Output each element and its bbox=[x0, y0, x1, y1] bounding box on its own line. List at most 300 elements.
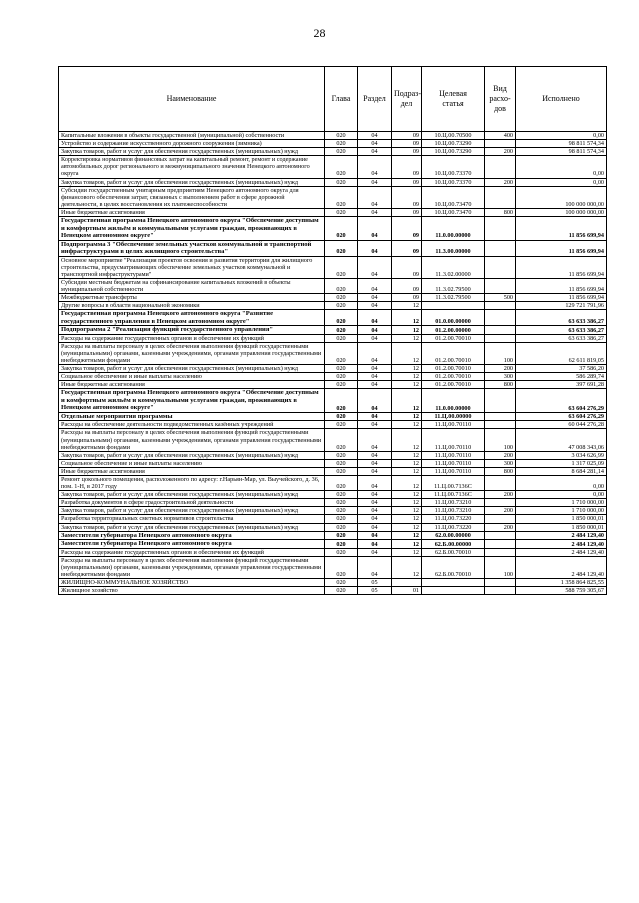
row-amount: 98 811 574,34 bbox=[516, 148, 607, 156]
row-target: 01.2.00.70010 bbox=[422, 381, 485, 389]
row-chapter: 020 bbox=[325, 515, 358, 523]
row-section: 04 bbox=[358, 373, 392, 381]
row-subsection: 12 bbox=[392, 326, 422, 335]
row-name: Расходы на выплаты персоналу в целях обеспечения выполнения функций государственными (муниципальными) органами, казенными учреждениями, органами управления государственными внебюджетными фондами bbox=[59, 342, 325, 364]
row-section: 04 bbox=[358, 421, 392, 429]
row-amount: 60 044 276,28 bbox=[516, 421, 607, 429]
row-section: 04 bbox=[358, 540, 392, 549]
table-body bbox=[59, 132, 607, 595]
header-executed: Исполнено bbox=[516, 67, 607, 132]
row-target: 11.3.00.00000 bbox=[422, 240, 485, 256]
row-chapter: 020 bbox=[325, 507, 358, 515]
row-subsection: 12 bbox=[392, 476, 422, 491]
row-amount: 1 850 000,01 bbox=[516, 523, 607, 531]
row-subsection: 09 bbox=[392, 278, 422, 293]
row-name: Основное мероприятие "Реализация проектов освоения и развития территории для жилищного строительства, предусматривающих обеспечение земельных участков коммунальной и транспортной инфраструктурами" bbox=[59, 256, 325, 278]
table-row bbox=[59, 579, 607, 587]
row-section: 04 bbox=[358, 240, 392, 256]
row-section: 04 bbox=[358, 412, 392, 421]
row-amount: 11 856 699,94 bbox=[516, 217, 607, 241]
row-section: 04 bbox=[358, 334, 392, 342]
row-section: 04 bbox=[358, 326, 392, 335]
row-target: 11.Ц.00.7136С bbox=[422, 476, 485, 491]
row-expense-type bbox=[485, 334, 516, 342]
row-expense-type bbox=[485, 499, 516, 507]
table-row bbox=[59, 507, 607, 515]
row-section: 04 bbox=[358, 531, 392, 540]
row-amount: 1 358 864 825,55 bbox=[516, 579, 607, 587]
row-section: 04 bbox=[358, 476, 392, 491]
row-expense-type bbox=[485, 240, 516, 256]
row-subsection: 12 bbox=[392, 507, 422, 515]
row-chapter: 020 bbox=[325, 208, 358, 216]
row-name: Заместители губернатора Ненецкого автономного округа bbox=[59, 531, 325, 540]
row-section: 04 bbox=[358, 342, 392, 364]
row-chapter: 020 bbox=[325, 140, 358, 148]
row-name: Расходы на обеспечение деятельности подведомственных казённых учреждений bbox=[59, 421, 325, 429]
row-target: 11.Ц.00.70110 bbox=[422, 429, 485, 451]
row-amount: 1 710 000,00 bbox=[516, 507, 607, 515]
row-name: Подпрограмма 3 "Обеспечение земельных участков коммунальной и транспортной инфраструктурами в целях жилищного строительства" bbox=[59, 240, 325, 256]
row-target: 11.0.00.00000 bbox=[422, 217, 485, 241]
row-chapter: 020 bbox=[325, 531, 358, 540]
table-row bbox=[59, 531, 607, 540]
header-chapter: Глава bbox=[325, 67, 358, 132]
row-amount: 47 008 343,06 bbox=[516, 429, 607, 451]
row-subsection: 09 bbox=[392, 140, 422, 148]
table-row bbox=[59, 548, 607, 556]
row-section: 04 bbox=[358, 507, 392, 515]
row-target: 62.Б.00.70010 bbox=[422, 548, 485, 556]
row-name: Отдельные мероприятия программы bbox=[59, 412, 325, 421]
row-expense-type: 300 bbox=[485, 373, 516, 381]
row-name: Жилищное хозяйство bbox=[59, 587, 325, 595]
row-section: 04 bbox=[358, 132, 392, 140]
row-chapter: 020 bbox=[325, 334, 358, 342]
row-subsection: 12 bbox=[392, 381, 422, 389]
row-target: 01.0.00.00000 bbox=[422, 310, 485, 326]
row-chapter: 020 bbox=[325, 389, 358, 413]
row-subsection: 09 bbox=[392, 208, 422, 216]
row-subsection: 12 bbox=[392, 365, 422, 373]
row-target: 62.0.00.00000 bbox=[422, 531, 485, 540]
row-amount: 11 856 699,94 bbox=[516, 240, 607, 256]
row-subsection: 12 bbox=[392, 451, 422, 459]
row-section: 04 bbox=[358, 459, 392, 467]
row-target: 10.Ц.00.70500 bbox=[422, 132, 485, 140]
row-subsection: 12 bbox=[392, 556, 422, 578]
row-amount: 0,00 bbox=[516, 156, 607, 178]
row-target: 10.Ц.00.73470 bbox=[422, 186, 485, 208]
row-amount: 1 710 000,00 bbox=[516, 499, 607, 507]
row-amount: 37 586,20 bbox=[516, 365, 607, 373]
row-expense-type: 100 bbox=[485, 556, 516, 578]
row-target bbox=[422, 302, 485, 310]
table-row bbox=[59, 302, 607, 310]
row-expense-type bbox=[485, 156, 516, 178]
row-name: Заместители губернатора Ненецкого автономного округа bbox=[59, 540, 325, 549]
row-subsection: 12 bbox=[392, 523, 422, 531]
table-row bbox=[59, 365, 607, 373]
row-amount: 11 856 699,94 bbox=[516, 278, 607, 293]
header-subsection: Подраз- дел bbox=[392, 67, 422, 132]
row-name: Субсидии местным бюджетам на софинансирование капитальных вложений в объекты муниципальной собственности bbox=[59, 278, 325, 293]
row-name: Разработка документов в сфере градостроительной деятельности bbox=[59, 499, 325, 507]
row-expense-type bbox=[485, 476, 516, 491]
table-row bbox=[59, 334, 607, 342]
row-chapter: 020 bbox=[325, 148, 358, 156]
row-section: 04 bbox=[358, 278, 392, 293]
row-subsection: 01 bbox=[392, 587, 422, 595]
table-row bbox=[59, 476, 607, 491]
row-expense-type: 800 bbox=[485, 467, 516, 475]
row-subsection: 12 bbox=[392, 540, 422, 549]
table-row bbox=[59, 523, 607, 531]
header-name: Наименование bbox=[59, 67, 325, 132]
row-section: 04 bbox=[358, 140, 392, 148]
row-name: Устройство и содержание искусственного дорожного сооружения (зимника) bbox=[59, 140, 325, 148]
row-expense-type bbox=[485, 531, 516, 540]
row-chapter: 020 bbox=[325, 132, 358, 140]
row-name: Разработка территориальных сметных нормативов строительства bbox=[59, 515, 325, 523]
table-row bbox=[59, 256, 607, 278]
row-target: 01.2.00.70010 bbox=[422, 365, 485, 373]
row-name: Закупка товаров, работ и услуг для обеспечения государственных (муниципальных) нужд bbox=[59, 507, 325, 515]
table-row bbox=[59, 373, 607, 381]
row-amount: 0,00 bbox=[516, 476, 607, 491]
row-chapter: 020 bbox=[325, 156, 358, 178]
row-expense-type bbox=[485, 421, 516, 429]
row-section: 04 bbox=[358, 302, 392, 310]
row-section: 04 bbox=[358, 523, 392, 531]
row-chapter: 020 bbox=[325, 451, 358, 459]
row-chapter: 020 bbox=[325, 178, 358, 186]
row-name: Закупка товаров, работ и услуг для обеспечения государственных (муниципальных) нужд bbox=[59, 178, 325, 186]
row-expense-type: 200 bbox=[485, 451, 516, 459]
row-section: 04 bbox=[358, 467, 392, 475]
table-row bbox=[59, 326, 607, 335]
row-chapter: 020 bbox=[325, 217, 358, 241]
page-number: 28 bbox=[313, 26, 326, 40]
row-amount: 3 034 626,99 bbox=[516, 451, 607, 459]
row-section: 04 bbox=[358, 148, 392, 156]
row-expense-type: 200 bbox=[485, 491, 516, 499]
table-row bbox=[59, 389, 607, 413]
row-amount: 100 000 000,00 bbox=[516, 208, 607, 216]
row-name: Закупка товаров, работ и услуг для обеспечения государственных (муниципальных) нужд bbox=[59, 148, 325, 156]
row-name: Государственная программа Ненецкого автономного округа "Обеспечение доступным и комфортным жильём и коммунальными услугами граждан, проживающих в Ненецком автономном округе" bbox=[59, 217, 325, 241]
row-chapter: 020 bbox=[325, 256, 358, 278]
row-chapter: 020 bbox=[325, 421, 358, 429]
header-row bbox=[59, 67, 607, 132]
row-target: 11.Ц.00.70110 bbox=[422, 467, 485, 475]
row-amount: 586 289,74 bbox=[516, 373, 607, 381]
row-target: 11.Ц.00.00000 bbox=[422, 412, 485, 421]
row-expense-type: 100 bbox=[485, 429, 516, 451]
row-subsection: 09 bbox=[392, 156, 422, 178]
row-amount: 63 604 276,29 bbox=[516, 412, 607, 421]
row-name: Государственная программа Ненецкого автономного округа "Обеспечение доступным и комфортным жильём и коммунальными услугами граждан, проживающих в Ненецком автономном округе" bbox=[59, 389, 325, 413]
row-chapter: 020 bbox=[325, 540, 358, 549]
row-amount: 63 633 386,27 bbox=[516, 334, 607, 342]
row-section: 04 bbox=[358, 156, 392, 178]
row-target: 11.3.02.00000 bbox=[422, 256, 485, 278]
row-name: Иные бюджетные ассигнования bbox=[59, 467, 325, 475]
row-expense-type: 200 bbox=[485, 148, 516, 156]
table-row bbox=[59, 208, 607, 216]
row-section: 04 bbox=[358, 365, 392, 373]
row-expense-type bbox=[485, 579, 516, 587]
row-expense-type: 200 bbox=[485, 178, 516, 186]
row-target bbox=[422, 587, 485, 595]
row-amount: 63 604 276,29 bbox=[516, 389, 607, 413]
row-chapter: 020 bbox=[325, 294, 358, 302]
row-name: Субсидии государственным унитарным предприятиям Ненецкого автономного округа для финансового обеспечения затрат, связанных с выполнением работ в сфере дорожной деятельности, в целях восстановления их платежеспособности bbox=[59, 186, 325, 208]
row-expense-type bbox=[485, 310, 516, 326]
row-subsection: 12 bbox=[392, 499, 422, 507]
table-row bbox=[59, 148, 607, 156]
table-row bbox=[59, 491, 607, 499]
row-target: 11.Ц.00.70110 bbox=[422, 421, 485, 429]
row-section: 04 bbox=[358, 491, 392, 499]
row-amount: 588 759 305,67 bbox=[516, 587, 607, 595]
row-expense-type bbox=[485, 278, 516, 293]
row-target: 62.Б.00.70010 bbox=[422, 556, 485, 578]
row-chapter: 020 bbox=[325, 412, 358, 421]
row-subsection: 12 bbox=[392, 548, 422, 556]
row-name: Расходы на содержание государственных органов и обеспечение их функций bbox=[59, 334, 325, 342]
row-target: 01.2.00.70010 bbox=[422, 334, 485, 342]
row-target: 10.Ц.00.73290 bbox=[422, 148, 485, 156]
row-amount: 0,00 bbox=[516, 178, 607, 186]
row-chapter: 020 bbox=[325, 429, 358, 451]
row-chapter: 020 bbox=[325, 186, 358, 208]
row-amount: 0,00 bbox=[516, 132, 607, 140]
row-target: 01.2.00.70010 bbox=[422, 373, 485, 381]
row-section: 04 bbox=[358, 381, 392, 389]
row-name: Капитальные вложения в объекты государственной (муниципальной) собственности bbox=[59, 132, 325, 140]
table-row bbox=[59, 140, 607, 148]
row-name: Другие вопросы в области национальной экономики bbox=[59, 302, 325, 310]
row-target: 11.Ц.00.70110 bbox=[422, 459, 485, 467]
row-subsection: 12 bbox=[392, 515, 422, 523]
row-section: 04 bbox=[358, 548, 392, 556]
row-subsection: 09 bbox=[392, 294, 422, 302]
row-section: 04 bbox=[358, 556, 392, 578]
row-amount: 100 000 000,00 bbox=[516, 186, 607, 208]
table-row bbox=[59, 467, 607, 475]
row-target: 01.2.00.70010 bbox=[422, 342, 485, 364]
row-chapter: 020 bbox=[325, 459, 358, 467]
row-section: 04 bbox=[358, 499, 392, 507]
row-amount: 63 633 386,27 bbox=[516, 326, 607, 335]
header-expense-type: Вид расхо- дов bbox=[485, 67, 516, 132]
table-row bbox=[59, 186, 607, 208]
row-amount: 11 856 699,94 bbox=[516, 294, 607, 302]
row-subsection: 12 bbox=[392, 467, 422, 475]
row-chapter: 020 bbox=[325, 373, 358, 381]
row-target: 10.Ц.00.73370 bbox=[422, 156, 485, 178]
table-row bbox=[59, 310, 607, 326]
row-target: 11.Ц.00.73210 bbox=[422, 499, 485, 507]
row-expense-type bbox=[485, 302, 516, 310]
row-subsection: 12 bbox=[392, 302, 422, 310]
row-expense-type: 500 bbox=[485, 294, 516, 302]
row-section: 04 bbox=[358, 294, 392, 302]
row-subsection: 09 bbox=[392, 186, 422, 208]
row-chapter: 020 bbox=[325, 365, 358, 373]
row-section: 04 bbox=[358, 186, 392, 208]
row-chapter: 020 bbox=[325, 579, 358, 587]
row-expense-type bbox=[485, 217, 516, 241]
row-expense-type: 200 bbox=[485, 523, 516, 531]
row-chapter: 020 bbox=[325, 587, 358, 595]
row-section: 04 bbox=[358, 208, 392, 216]
row-subsection: 09 bbox=[392, 148, 422, 156]
table-row bbox=[59, 451, 607, 459]
row-expense-type: 200 bbox=[485, 365, 516, 373]
row-target: 11.3.02.79500 bbox=[422, 278, 485, 293]
row-target: 11.0.00.00000 bbox=[422, 389, 485, 413]
row-amount: 1 850 000,01 bbox=[516, 515, 607, 523]
row-target: 11.Ц.00.73220 bbox=[422, 523, 485, 531]
header-target: Целевая статья bbox=[422, 67, 485, 132]
row-name: Корректировка нормативов финансовых затрат на капитальный ремонт, ремонт и содержание автомобильных дорог регионального и межмуниципального значения Ненецкого автономного округа bbox=[59, 156, 325, 178]
row-expense-type: 400 bbox=[485, 132, 516, 140]
row-section: 04 bbox=[358, 217, 392, 241]
row-amount: 1 317 025,09 bbox=[516, 459, 607, 467]
row-name: ЖИЛИЩНО-КОММУНАЛЬНОЕ ХОЗЯЙСТВО bbox=[59, 579, 325, 587]
row-chapter: 020 bbox=[325, 278, 358, 293]
row-name: Закупка товаров, работ и услуг для обеспечения государственных (муниципальных) нужд bbox=[59, 365, 325, 373]
table-row bbox=[59, 240, 607, 256]
header-section: Раздел bbox=[358, 67, 392, 132]
table-row bbox=[59, 294, 607, 302]
row-section: 04 bbox=[358, 256, 392, 278]
row-subsection: 12 bbox=[392, 491, 422, 499]
row-chapter: 020 bbox=[325, 548, 358, 556]
table-row bbox=[59, 429, 607, 451]
table-row bbox=[59, 342, 607, 364]
table-row bbox=[59, 412, 607, 421]
row-expense-type bbox=[485, 140, 516, 148]
table-row bbox=[59, 278, 607, 293]
row-subsection: 09 bbox=[392, 217, 422, 241]
table-row bbox=[59, 178, 607, 186]
row-target: 10.Ц.00.73470 bbox=[422, 208, 485, 216]
table-row bbox=[59, 540, 607, 549]
row-amount: 0,00 bbox=[516, 491, 607, 499]
table-row bbox=[59, 499, 607, 507]
row-subsection: 12 bbox=[392, 334, 422, 342]
row-subsection: 12 bbox=[392, 459, 422, 467]
row-subsection: 09 bbox=[392, 132, 422, 140]
table-row bbox=[59, 421, 607, 429]
row-chapter: 020 bbox=[325, 342, 358, 364]
row-expense-type bbox=[485, 587, 516, 595]
row-subsection: 12 bbox=[392, 412, 422, 421]
row-target: 11.Ц.00.73220 bbox=[422, 515, 485, 523]
row-name: Расходы на выплаты персоналу в целях обеспечения выполнения функций государственными (муниципальными) органами, казенными учреждениями, органами управления государственными внебюджетными фондами bbox=[59, 429, 325, 451]
row-expense-type bbox=[485, 412, 516, 421]
row-name: Иные бюджетные ассигнования bbox=[59, 208, 325, 216]
row-expense-type: 300 bbox=[485, 459, 516, 467]
row-subsection: 12 bbox=[392, 342, 422, 364]
row-chapter: 020 bbox=[325, 556, 358, 578]
row-expense-type: 100 bbox=[485, 342, 516, 364]
table-row bbox=[59, 556, 607, 578]
table-row bbox=[59, 217, 607, 241]
row-name: Иные бюджетные ассигнования bbox=[59, 381, 325, 389]
row-amount: 62 611 819,05 bbox=[516, 342, 607, 364]
row-chapter: 020 bbox=[325, 326, 358, 335]
row-target: 10.Ц.00.73290 bbox=[422, 140, 485, 148]
row-amount: 129 721 791,96 bbox=[516, 302, 607, 310]
table-row bbox=[59, 515, 607, 523]
row-name: Социальное обеспечение и иные выплаты населению bbox=[59, 459, 325, 467]
row-section: 04 bbox=[358, 178, 392, 186]
table-row bbox=[59, 381, 607, 389]
row-expense-type: 800 bbox=[485, 208, 516, 216]
row-amount: 2 484 129,40 bbox=[516, 556, 607, 578]
row-subsection: 12 bbox=[392, 531, 422, 540]
row-chapter: 020 bbox=[325, 310, 358, 326]
row-target: 11.3.02.79500 bbox=[422, 294, 485, 302]
row-subsection: 12 bbox=[392, 310, 422, 326]
row-chapter: 020 bbox=[325, 240, 358, 256]
row-subsection: 12 bbox=[392, 373, 422, 381]
row-chapter: 020 bbox=[325, 476, 358, 491]
row-target: 62.Б.00.00000 bbox=[422, 540, 485, 549]
row-chapter: 020 bbox=[325, 467, 358, 475]
budget-table bbox=[58, 66, 607, 595]
row-chapter: 020 bbox=[325, 499, 358, 507]
row-target: 11.Ц.00.73210 bbox=[422, 507, 485, 515]
row-section: 04 bbox=[358, 389, 392, 413]
row-expense-type: 800 bbox=[485, 381, 516, 389]
row-chapter: 020 bbox=[325, 381, 358, 389]
row-chapter: 020 bbox=[325, 491, 358, 499]
row-amount: 11 856 699,94 bbox=[516, 256, 607, 278]
row-subsection: 12 bbox=[392, 389, 422, 413]
row-subsection bbox=[392, 579, 422, 587]
row-amount: 98 811 574,34 bbox=[516, 140, 607, 148]
row-expense-type bbox=[485, 256, 516, 278]
row-subsection: 09 bbox=[392, 256, 422, 278]
row-chapter: 020 bbox=[325, 523, 358, 531]
row-expense-type bbox=[485, 515, 516, 523]
row-amount: 63 633 386,27 bbox=[516, 310, 607, 326]
row-expense-type bbox=[485, 389, 516, 413]
row-subsection: 09 bbox=[392, 178, 422, 186]
row-name: Подпрограмма 2 "Реализация функций государственного управления" bbox=[59, 326, 325, 335]
table-row bbox=[59, 156, 607, 178]
row-section: 04 bbox=[358, 515, 392, 523]
row-name: Закупка товаров, работ и услуг для обеспечения государственных (муниципальных) нужд bbox=[59, 451, 325, 459]
row-target: 11.Ц.00.70110 bbox=[422, 451, 485, 459]
row-subsection: 12 bbox=[392, 421, 422, 429]
row-expense-type bbox=[485, 186, 516, 208]
row-target: 10.Ц.00.73370 bbox=[422, 178, 485, 186]
row-expense-type bbox=[485, 326, 516, 335]
row-name: Закупка товаров, работ и услуг для обеспечения государственных (муниципальных) нужд bbox=[59, 491, 325, 499]
row-target: 11.Ц.00.7136С bbox=[422, 491, 485, 499]
row-section: 05 bbox=[358, 587, 392, 595]
row-name: Расходы на содержание государственных органов и обеспечение их функций bbox=[59, 548, 325, 556]
row-name: Расходы на выплаты персоналу в целях обеспечения выполнения функций государственными (муниципальными) органами, казенными учреждениями, органами управления государственными внебюджетными фондами bbox=[59, 556, 325, 578]
row-amount: 2 484 129,40 bbox=[516, 548, 607, 556]
table-row bbox=[59, 587, 607, 595]
